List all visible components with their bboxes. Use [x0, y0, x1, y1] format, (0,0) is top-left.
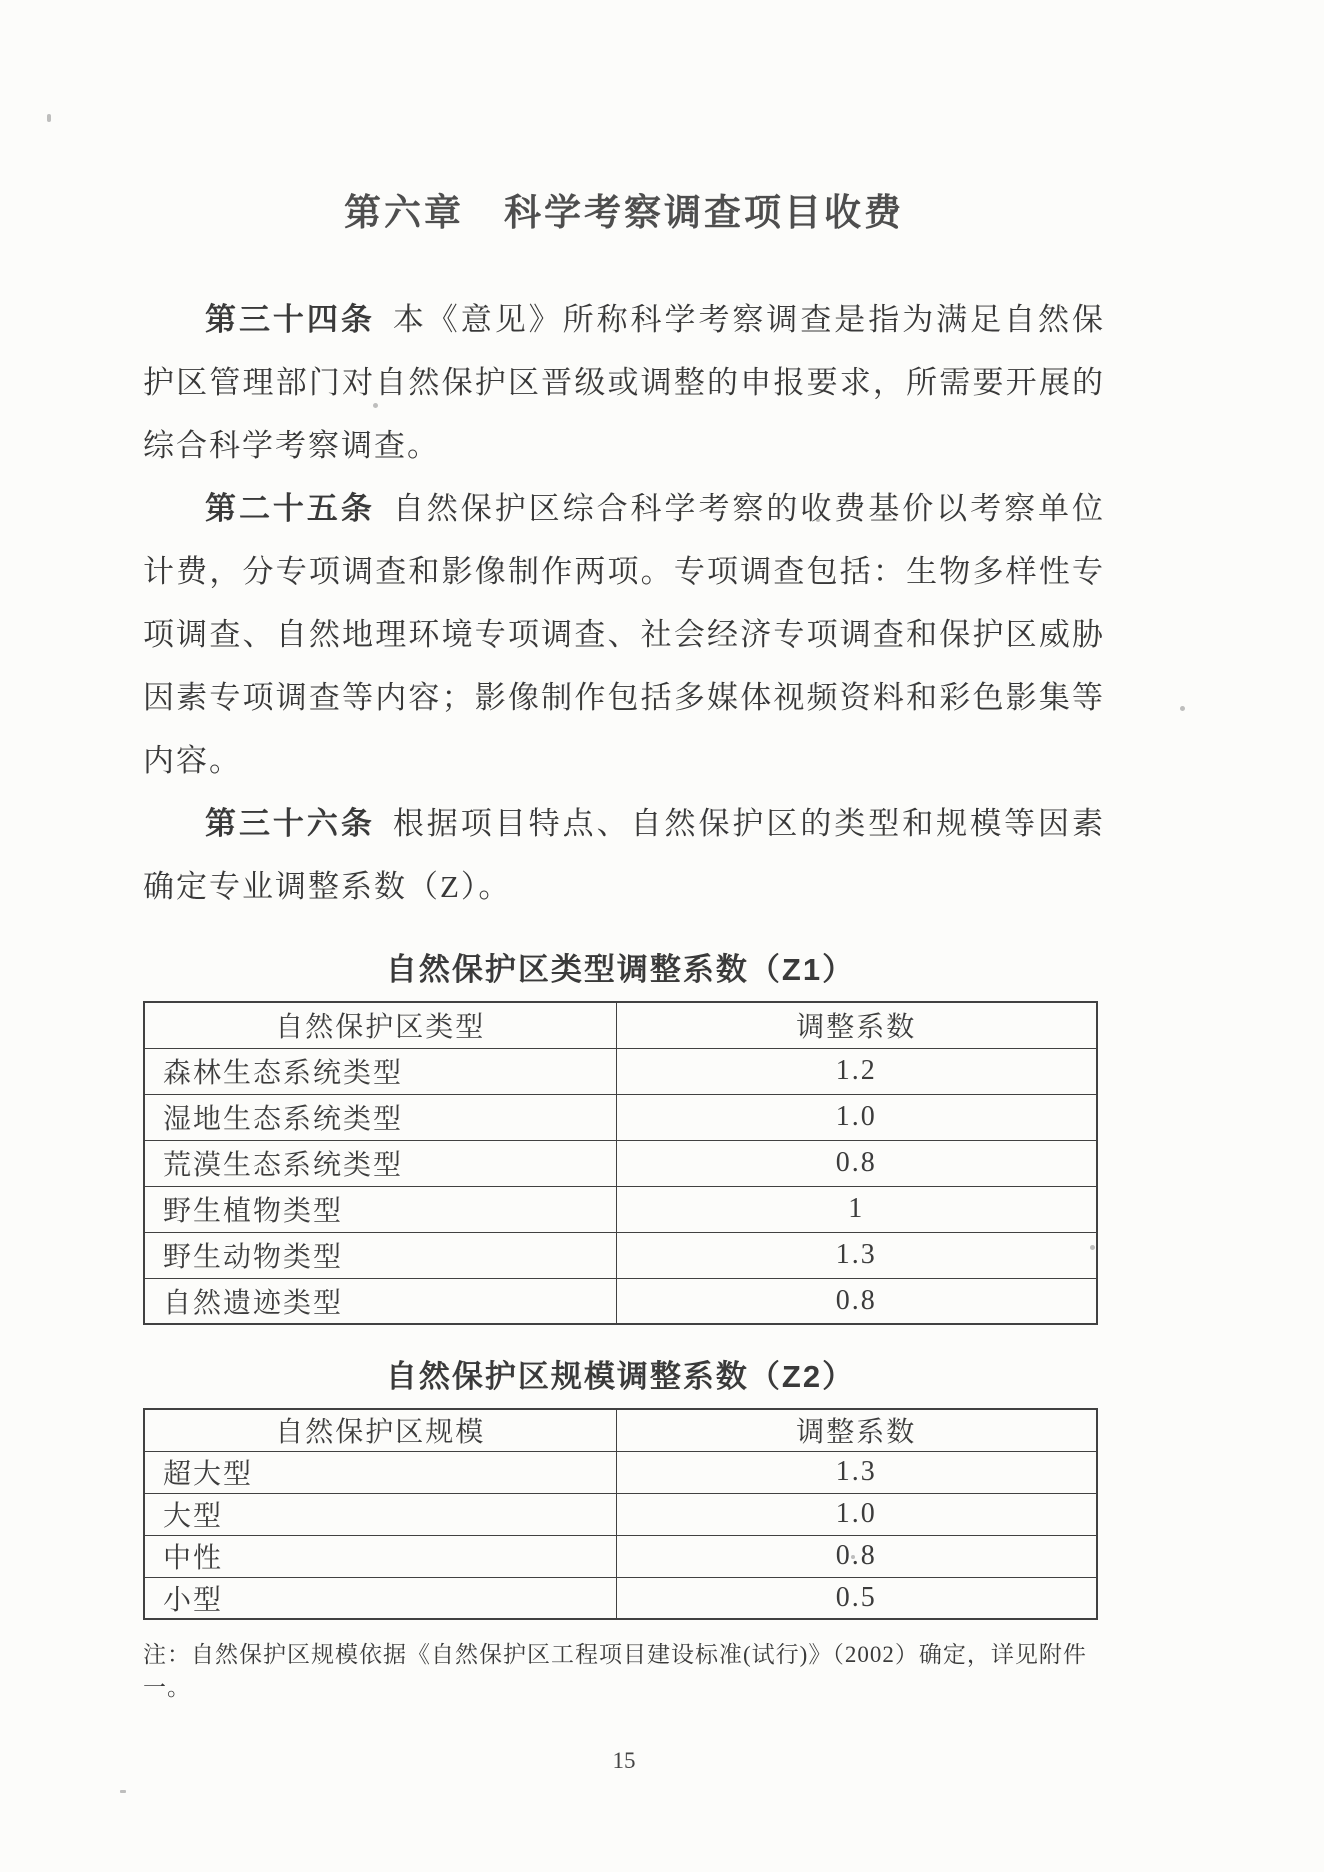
table-row: [144, 1094, 1097, 1140]
type-coefficient-table-title: 自然保护区类型调整系数（Z1）: [385, 952, 856, 987]
scan-speck: [1180, 706, 1185, 711]
column-header-type: 自然保护区类型: [144, 1002, 616, 1048]
chapter-title: 第六章 科学考察调查项目收费: [344, 192, 904, 233]
type-cell: 森林生态系统类型: [144, 1048, 616, 1094]
type-coefficient-section: [143, 944, 1098, 1325]
body-text: [143, 288, 1105, 918]
type-cell: 自然遗迹类型: [144, 1278, 616, 1324]
article-34-text: 本《意见》所称科学考察调查是指为满足自然保护区管理部门对自然保护区晋级或调整的申报要求，所需要开展的综合科学考察调查。: [143, 302, 1106, 463]
scale-coefficient-table: [143, 1408, 1098, 1620]
coefficient-cell: 0.8: [616, 1535, 1097, 1577]
coefficient-cell: 0.8: [616, 1278, 1097, 1324]
column-header-coefficient: 调整系数: [616, 1002, 1097, 1048]
coefficient-cell: 1.0: [616, 1094, 1097, 1140]
scale-coefficient-table-title: 自然保护区规模调整系数（Z2）: [385, 1359, 856, 1394]
page-number: 15: [612, 1748, 636, 1773]
article-36-label: 第三十六条: [205, 806, 375, 841]
table-row: [144, 1048, 1097, 1094]
article-25-text: 自然保护区综合科学考察的收费基价以考察单位计费，分专项调查和影像制作两项。专项调查包括：生物多样性专项调查、自然地理环境专项调查、社会经济专项调查和保护区威胁因素专项调查等内容；影像制作包括多媒体视频资料和彩色影集等内容。: [143, 491, 1106, 778]
table-row: [144, 1577, 1097, 1619]
coefficient-cell: 0.5: [616, 1577, 1097, 1619]
scan-speck: [47, 114, 51, 122]
article-34-paragraph: [143, 288, 1105, 477]
type-cell: 湿地生态系统类型: [144, 1094, 616, 1140]
table-row: [144, 1186, 1097, 1232]
type-coefficient-table: [143, 1001, 1098, 1325]
scale-cell: 大型: [144, 1493, 616, 1535]
table-row: [144, 1278, 1097, 1324]
scale-coefficient-section: [143, 1351, 1098, 1620]
scale-cell: 超大型: [144, 1451, 616, 1493]
table-row: [144, 1451, 1097, 1493]
article-25-label: 第二十五条: [205, 491, 375, 526]
table-row: [144, 1140, 1097, 1186]
type-cell: 野生植物类型: [144, 1186, 616, 1232]
scan-speck: [120, 1790, 126, 1793]
article-36-text: 根据项目特点、自然保护区的类型和规模等因素确定专业调整系数（Z）。: [143, 806, 1106, 904]
document-content: [143, 0, 1105, 1774]
article-36-paragraph: [143, 792, 1105, 918]
column-header-coefficient: 调整系数: [616, 1409, 1097, 1451]
coefficient-cell: 0.8: [616, 1140, 1097, 1186]
table-row: [144, 1232, 1097, 1278]
scale-cell: 小型: [144, 1577, 616, 1619]
column-header-scale: 自然保护区规模: [144, 1409, 616, 1451]
footnote: 注：自然保护区规模依据《自然保护区工程项目建设标准(试行)》（2002）确定，详见附件一。: [143, 1642, 1087, 1700]
coefficient-cell: 1.3: [616, 1451, 1097, 1493]
article-34-label: 第三十四条: [205, 302, 375, 337]
coefficient-cell: 1.0: [616, 1493, 1097, 1535]
coefficient-cell: 1.2: [616, 1048, 1097, 1094]
coefficient-cell: 1: [616, 1186, 1097, 1232]
type-cell: 荒漠生态系统类型: [144, 1140, 616, 1186]
table-row: [144, 1493, 1097, 1535]
table-row: [144, 1535, 1097, 1577]
scale-cell: 中性: [144, 1535, 616, 1577]
table-header-row: [144, 1409, 1097, 1451]
coefficient-cell: 1.3: [616, 1232, 1097, 1278]
type-cell: 野生动物类型: [144, 1232, 616, 1278]
article-25-paragraph: [143, 477, 1105, 792]
table-header-row: [144, 1002, 1097, 1048]
